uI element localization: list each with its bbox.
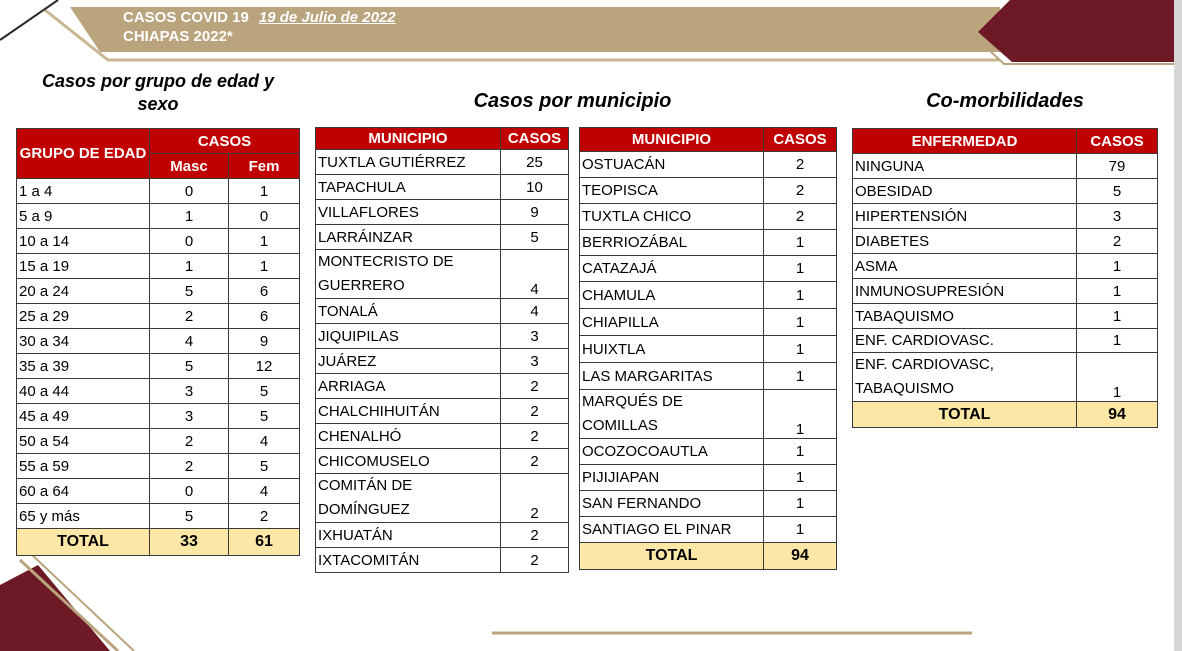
table-row xyxy=(316,399,569,424)
municipio-name-cell: COMITÁN DE DOMÍNGUEZ xyxy=(316,474,501,523)
municipio-cases-cell: 2 xyxy=(501,424,569,449)
municipio-cases-cell: 2 xyxy=(764,178,837,204)
municipio-left-cases-header: CASOS xyxy=(501,128,569,150)
municipio-name-cell: TEOPISCA xyxy=(580,178,764,204)
table-row xyxy=(17,354,300,379)
municipio-name-cell: JIQUIPILAS xyxy=(316,324,501,349)
age-table xyxy=(16,128,300,556)
table-row xyxy=(17,404,300,429)
municipio-cases-cell: 5 xyxy=(501,225,569,250)
age-table-header-row xyxy=(17,129,300,154)
table-row xyxy=(316,374,569,399)
municipio-cases-cell: 1 xyxy=(764,309,837,336)
municipio-cases-cell: 9 xyxy=(501,200,569,225)
table-row xyxy=(316,424,569,449)
municipio-cases-cell: 1 xyxy=(764,363,837,390)
disease-cases-cell: 1 xyxy=(1077,329,1158,353)
masc-cases-cell: 2 xyxy=(150,304,229,329)
disease-cases-cell: 5 xyxy=(1077,179,1158,204)
header-title: CASOS COVID 19 xyxy=(123,9,249,26)
table-row xyxy=(580,465,837,491)
municipio-cases-cell: 1 xyxy=(764,390,837,439)
age-group-cell: 5 a 9 xyxy=(17,204,150,229)
municipio-cases-cell: 1 xyxy=(764,465,837,491)
disease-name-cell: INMUNOSUPRESIÓN xyxy=(853,279,1077,304)
masc-cases-cell: 5 xyxy=(150,279,229,304)
municipio-name-cell: OCOZOCOAUTLA xyxy=(580,439,764,465)
municipio-name-cell: CHIAPILLA xyxy=(580,309,764,336)
municipio-name-cell: HUIXTLA xyxy=(580,336,764,363)
masc-cases-cell: 0 xyxy=(150,179,229,204)
table-row xyxy=(17,329,300,354)
table-row xyxy=(853,179,1158,204)
table-row xyxy=(316,299,569,324)
age-group-cell: 55 a 59 xyxy=(17,454,150,479)
disease-name-cell: TABAQUISMO xyxy=(853,304,1077,329)
municipio-right-cases-header: CASOS xyxy=(764,128,837,152)
table-row xyxy=(316,324,569,349)
masc-cases-cell: 5 xyxy=(150,504,229,529)
disease-cases-cell: 1 xyxy=(1077,279,1158,304)
fem-cases-cell: 0 xyxy=(229,204,300,229)
municipio-name-cell: TAPACHULA xyxy=(316,175,501,200)
municipio-left-header-row xyxy=(316,128,569,150)
municipio-name-cell: CATAZAJÁ xyxy=(580,256,764,282)
header-subtitle: CHIAPAS 2022* xyxy=(123,28,233,45)
corner-line xyxy=(0,0,58,40)
comorbidities-disease-header: ENFERMEDAD xyxy=(853,129,1077,154)
table-row xyxy=(853,279,1158,304)
masc-cases-cell: 3 xyxy=(150,404,229,429)
municipio-cases-cell: 1 xyxy=(764,256,837,282)
masc-cases-cell: 0 xyxy=(150,479,229,504)
age-total-fem: 61 xyxy=(229,529,300,556)
fem-cases-cell: 12 xyxy=(229,354,300,379)
masc-cases-cell: 5 xyxy=(150,354,229,379)
fem-cases-cell: 5 xyxy=(229,379,300,404)
table-row xyxy=(580,491,837,517)
municipio-name-cell: CHENALHÓ xyxy=(316,424,501,449)
municipio-left-name-header: MUNICIPIO xyxy=(316,128,501,150)
masc-cases-cell: 2 xyxy=(150,429,229,454)
table-row xyxy=(580,256,837,282)
age-group-cell: 40 a 44 xyxy=(17,379,150,404)
table-row xyxy=(853,154,1158,179)
municipio-total-value: 94 xyxy=(764,543,837,570)
municipio-name-cell: TUXTLA GUTIÉRREZ xyxy=(316,150,501,175)
age-total-row xyxy=(17,529,300,556)
table-row xyxy=(580,230,837,256)
municipio-name-cell: SAN FERNANDO xyxy=(580,491,764,517)
comorbidities-table xyxy=(852,128,1158,428)
header-corner-shape xyxy=(978,0,1174,62)
age-group-cell: 25 a 29 xyxy=(17,304,150,329)
municipio-cases-cell: 4 xyxy=(501,250,569,299)
municipio-cases-cell: 2 xyxy=(501,548,569,573)
municipio-cases-cell: 1 xyxy=(764,336,837,363)
age-masc-header: Masc xyxy=(150,154,229,179)
municipio-cases-cell: 1 xyxy=(764,282,837,309)
table-row xyxy=(17,429,300,454)
municipio-name-cell: VILLAFLORES xyxy=(316,200,501,225)
table-row xyxy=(580,363,837,390)
fem-cases-cell: 4 xyxy=(229,479,300,504)
table-row xyxy=(316,225,569,250)
age-group-cell: 30 a 34 xyxy=(17,329,150,354)
table-row xyxy=(316,548,569,573)
age-total-label: TOTAL xyxy=(17,529,150,556)
header-title-line xyxy=(123,9,396,27)
comorbidities-total-row xyxy=(853,402,1158,428)
masc-cases-cell: 4 xyxy=(150,329,229,354)
municipio-cases-cell: 1 xyxy=(764,517,837,543)
disease-cases-cell: 79 xyxy=(1077,154,1158,179)
age-group-cell: 35 a 39 xyxy=(17,354,150,379)
table-row xyxy=(853,353,1158,402)
table-row xyxy=(17,304,300,329)
municipio-cases-cell: 2 xyxy=(501,474,569,523)
disease-name-cell: HIPERTENSIÓN xyxy=(853,204,1077,229)
table-row xyxy=(17,254,300,279)
municipio-name-cell: CHALCHIHUITÁN xyxy=(316,399,501,424)
municipio-cases-cell: 2 xyxy=(764,204,837,230)
table-row xyxy=(853,304,1158,329)
municipio-cases-cell: 2 xyxy=(764,152,837,178)
table-row xyxy=(853,204,1158,229)
fem-cases-cell: 4 xyxy=(229,429,300,454)
table-row xyxy=(316,349,569,374)
table-row xyxy=(17,204,300,229)
municipio-name-cell: IXTACOMITÁN xyxy=(316,548,501,573)
municipio-right-name-header: MUNICIPIO xyxy=(580,128,764,152)
disease-name-cell: NINGUNA xyxy=(853,154,1077,179)
table-row xyxy=(580,309,837,336)
municipio-name-cell: OSTUACÁN xyxy=(580,152,764,178)
age-group-cell: 20 a 24 xyxy=(17,279,150,304)
age-cases-header: CASOS xyxy=(150,129,300,154)
municipio-cases-cell: 2 xyxy=(501,399,569,424)
age-group-cell: 65 y más xyxy=(17,504,150,529)
municipio-name-cell: MARQUÉS DE COMILLAS xyxy=(580,390,764,439)
age-group-cell: 50 a 54 xyxy=(17,429,150,454)
disease-cases-cell: 3 xyxy=(1077,204,1158,229)
municipio-name-cell: PIJIJIAPAN xyxy=(580,465,764,491)
comorbidities-total-label: TOTAL xyxy=(853,402,1077,428)
municipio-cases-cell: 2 xyxy=(501,449,569,474)
municipio-cases-cell: 10 xyxy=(501,175,569,200)
table-row xyxy=(853,254,1158,279)
table-row xyxy=(17,504,300,529)
municipio-cases-cell: 1 xyxy=(764,230,837,256)
disease-cases-cell: 1 xyxy=(1077,254,1158,279)
table-row xyxy=(316,250,569,299)
table-row xyxy=(17,279,300,304)
disease-cases-cell: 1 xyxy=(1077,353,1158,402)
municipio-name-cell: LAS MARGARITAS xyxy=(580,363,764,390)
disease-name-cell: ASMA xyxy=(853,254,1077,279)
disease-name-cell: ENF. CARDIOVASC. xyxy=(853,329,1077,353)
table-row xyxy=(316,523,569,548)
table-row xyxy=(316,474,569,523)
municipio-name-cell: JUÁREZ xyxy=(316,349,501,374)
municipio-name-cell: MONTECRISTO DE GUERRERO xyxy=(316,250,501,299)
table-row xyxy=(853,329,1158,353)
fem-cases-cell: 1 xyxy=(229,229,300,254)
header-date: 19 de Julio de 2022 xyxy=(258,9,396,26)
municipio-cases-cell: 4 xyxy=(501,299,569,324)
comorbidities-total-value: 94 xyxy=(1077,402,1158,428)
municipio-table-left xyxy=(315,127,569,573)
table-row xyxy=(17,179,300,204)
comorbidities-header-row xyxy=(853,129,1158,154)
table-row xyxy=(580,439,837,465)
table-row xyxy=(580,336,837,363)
table-row xyxy=(580,390,837,439)
municipio-name-cell: CHAMULA xyxy=(580,282,764,309)
table-row xyxy=(316,175,569,200)
municipio-cases-cell: 25 xyxy=(501,150,569,175)
table-row xyxy=(853,229,1158,254)
age-group-cell: 15 a 19 xyxy=(17,254,150,279)
municipio-table-right xyxy=(579,127,837,570)
masc-cases-cell: 2 xyxy=(150,454,229,479)
disease-name-cell: DIABETES xyxy=(853,229,1077,254)
table-row xyxy=(17,229,300,254)
age-fem-header: Fem xyxy=(229,154,300,179)
table-row xyxy=(580,282,837,309)
table-row xyxy=(316,200,569,225)
municipio-cases-cell: 3 xyxy=(501,349,569,374)
age-group-cell: 1 a 4 xyxy=(17,179,150,204)
table-row xyxy=(17,454,300,479)
fem-cases-cell: 6 xyxy=(229,304,300,329)
table-row xyxy=(580,178,837,204)
municipio-name-cell: TONALÁ xyxy=(316,299,501,324)
fem-cases-cell: 5 xyxy=(229,404,300,429)
masc-cases-cell: 0 xyxy=(150,229,229,254)
municipio-total-row xyxy=(580,543,837,570)
municipio-name-cell: ARRIAGA xyxy=(316,374,501,399)
page-edge xyxy=(1174,0,1182,651)
table-row xyxy=(17,379,300,404)
table-row xyxy=(316,150,569,175)
comorbidities-section-title: Co-morbilidades xyxy=(926,90,1084,112)
disease-cases-cell: 1 xyxy=(1077,304,1158,329)
fem-cases-cell: 5 xyxy=(229,454,300,479)
fem-cases-cell: 6 xyxy=(229,279,300,304)
masc-cases-cell: 1 xyxy=(150,204,229,229)
age-group-header: GRUPO DE EDAD xyxy=(17,129,150,179)
masc-cases-cell: 1 xyxy=(150,254,229,279)
municipio-section-title: Casos por municipio xyxy=(473,90,672,112)
fem-cases-cell: 1 xyxy=(229,179,300,204)
table-row xyxy=(17,479,300,504)
fem-cases-cell: 9 xyxy=(229,329,300,354)
municipio-name-cell: BERRIOZÁBAL xyxy=(580,230,764,256)
table-row xyxy=(316,449,569,474)
fem-cases-cell: 2 xyxy=(229,504,300,529)
age-group-cell: 10 a 14 xyxy=(17,229,150,254)
municipio-name-cell: LARRÁINZAR xyxy=(316,225,501,250)
age-section-title: Casos por grupo de edad y sexo xyxy=(41,71,275,114)
municipio-cases-cell: 3 xyxy=(501,324,569,349)
municipio-right-header-row xyxy=(580,128,837,152)
age-total-masc: 33 xyxy=(150,529,229,556)
municipio-name-cell: SANTIAGO EL PINAR xyxy=(580,517,764,543)
municipio-name-cell: TUXTLA CHICO xyxy=(580,204,764,230)
municipio-cases-cell: 2 xyxy=(501,523,569,548)
municipio-cases-cell: 1 xyxy=(764,491,837,517)
table-row xyxy=(580,204,837,230)
comorbidities-cases-header: CASOS xyxy=(1077,129,1158,154)
masc-cases-cell: 3 xyxy=(150,379,229,404)
table-row xyxy=(580,152,837,178)
disease-name-cell: ENF. CARDIOVASC, TABAQUISMO xyxy=(853,353,1077,402)
municipio-total-label: TOTAL xyxy=(580,543,764,570)
age-group-cell: 45 a 49 xyxy=(17,404,150,429)
municipio-name-cell: CHICOMUSELO xyxy=(316,449,501,474)
municipio-cases-cell: 2 xyxy=(501,374,569,399)
municipio-name-cell: IXHUATÁN xyxy=(316,523,501,548)
disease-name-cell: OBESIDAD xyxy=(853,179,1077,204)
municipio-cases-cell: 1 xyxy=(764,439,837,465)
age-group-cell: 60 a 64 xyxy=(17,479,150,504)
table-row xyxy=(580,517,837,543)
disease-cases-cell: 2 xyxy=(1077,229,1158,254)
fem-cases-cell: 1 xyxy=(229,254,300,279)
